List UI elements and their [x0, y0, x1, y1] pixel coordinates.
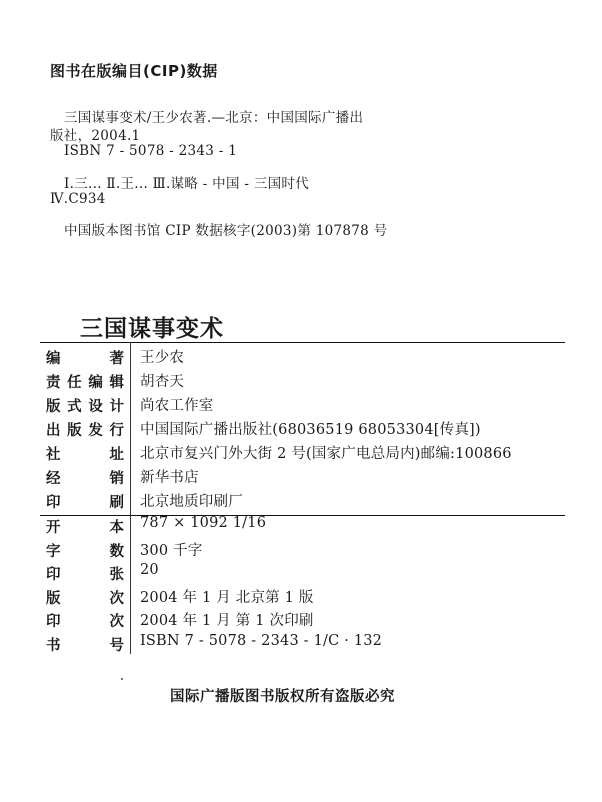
row-label-char: 次: [109, 590, 124, 607]
row-label: [46, 610, 124, 631]
row-label-char: 本: [109, 520, 124, 536]
row-label-char: 印: [46, 567, 61, 583]
copyright-notice: 国际广播版图书版权所有盗版必究: [170, 689, 395, 705]
row-label-char: 出: [46, 423, 61, 439]
row-label-char: 辑: [109, 375, 124, 391]
row-value: 2004 年 1 月 北京第 1 版: [140, 589, 314, 606]
row-label-char: 版: [46, 399, 61, 415]
row-label: [46, 587, 124, 608]
row-label-char: 数: [109, 543, 124, 560]
cip-heading: 图书在版编目(CIP)数据: [50, 62, 218, 80]
row-label: [46, 443, 124, 464]
row-label-char: 式: [67, 399, 82, 415]
row-label-char: 编: [88, 375, 103, 391]
row-label-char: 次: [109, 614, 124, 630]
cip-isbn-line: ISBN 7 - 5078 - 2343 - 1: [64, 143, 238, 159]
row-value: 300 千字: [140, 542, 203, 559]
row-label-char: 版: [46, 590, 61, 607]
table-row: [40, 560, 580, 584]
row-label-char: 开: [46, 520, 61, 536]
cip-publisher-line: 版社，2004.1: [50, 128, 141, 144]
row-label: [46, 516, 124, 537]
row-label-char: 印: [46, 614, 61, 630]
row-label-char: 社: [46, 447, 61, 463]
row-label-char: 印: [46, 495, 61, 511]
row-label-char: 址: [109, 447, 124, 463]
row-label: [46, 634, 124, 655]
table-row: [40, 344, 580, 368]
row-label: [46, 371, 124, 392]
row-label-char: 刷: [109, 495, 124, 511]
row-label-char: 经: [46, 471, 61, 487]
table-row: [40, 440, 580, 464]
row-value: 新华书店: [140, 470, 199, 486]
cip-title-line: 三国谋事变术/王少农著.—北京：中国国际广播出: [64, 110, 364, 126]
row-label: [46, 540, 124, 561]
print-speck: [121, 678, 123, 680]
row-value: 王少农: [140, 350, 185, 366]
row-label: [46, 491, 124, 512]
table-row: [40, 631, 580, 655]
row-label: [46, 395, 124, 416]
row-label: [46, 419, 124, 440]
cip-classification-code: Ⅳ.C934: [50, 191, 106, 207]
row-value: 中国国际广播出版社(68036519 68053304[传真]): [140, 422, 481, 438]
row-label-char: 书: [46, 637, 61, 654]
table-row: [40, 513, 580, 537]
row-label: [46, 467, 124, 488]
table-row: [40, 488, 580, 512]
table-row: [40, 584, 580, 608]
row-label-char: 责: [46, 375, 61, 391]
table-row: [40, 416, 580, 440]
table-row: [40, 368, 580, 392]
row-label-char: 著: [109, 351, 124, 367]
row-label-char: 号: [109, 637, 124, 654]
row-value: ISBN 7 - 5078 - 2343 - 1/C · 132: [140, 632, 383, 649]
row-label-char: 字: [46, 543, 61, 560]
book-title: 三国谋事变术: [80, 315, 224, 342]
cip-classification-line: Ⅰ.三... Ⅱ.王... Ⅲ.谋略 - 中国 - 三国时代: [64, 176, 310, 192]
table-top-rule: [40, 342, 565, 343]
row-value: 20: [140, 562, 159, 578]
row-label-char: 任: [67, 375, 82, 391]
row-label-char: 编: [46, 351, 61, 367]
row-value: 北京地质印刷厂: [140, 494, 243, 510]
row-value: 胡杏天: [140, 374, 185, 390]
row-label-char: 设: [88, 399, 103, 415]
table-row: [40, 537, 580, 561]
row-value: 2004 年 1 月 第 1 次印刷: [140, 613, 314, 629]
row-label-char: 计: [109, 399, 124, 415]
row-label-char: 发: [88, 423, 103, 439]
row-label-char: 行: [109, 423, 124, 439]
row-label: [46, 563, 124, 584]
row-label-char: 销: [109, 471, 124, 487]
table-row: [40, 392, 580, 416]
row-value: 尚农工作室: [140, 398, 214, 414]
row-label: [46, 347, 124, 368]
table-row: [40, 464, 580, 488]
row-value: 787 × 1092 1/16: [140, 515, 267, 531]
row-value: 北京市复兴门外大街 2 号(国家广电总局内)邮编:100866: [140, 446, 512, 462]
row-label-char: 版: [67, 423, 82, 439]
table-row: [40, 607, 580, 631]
row-label-char: 张: [109, 567, 124, 583]
cip-record-number: 中国版本图书馆 CIP 数据核字(2003)第 107878 号: [64, 223, 388, 239]
